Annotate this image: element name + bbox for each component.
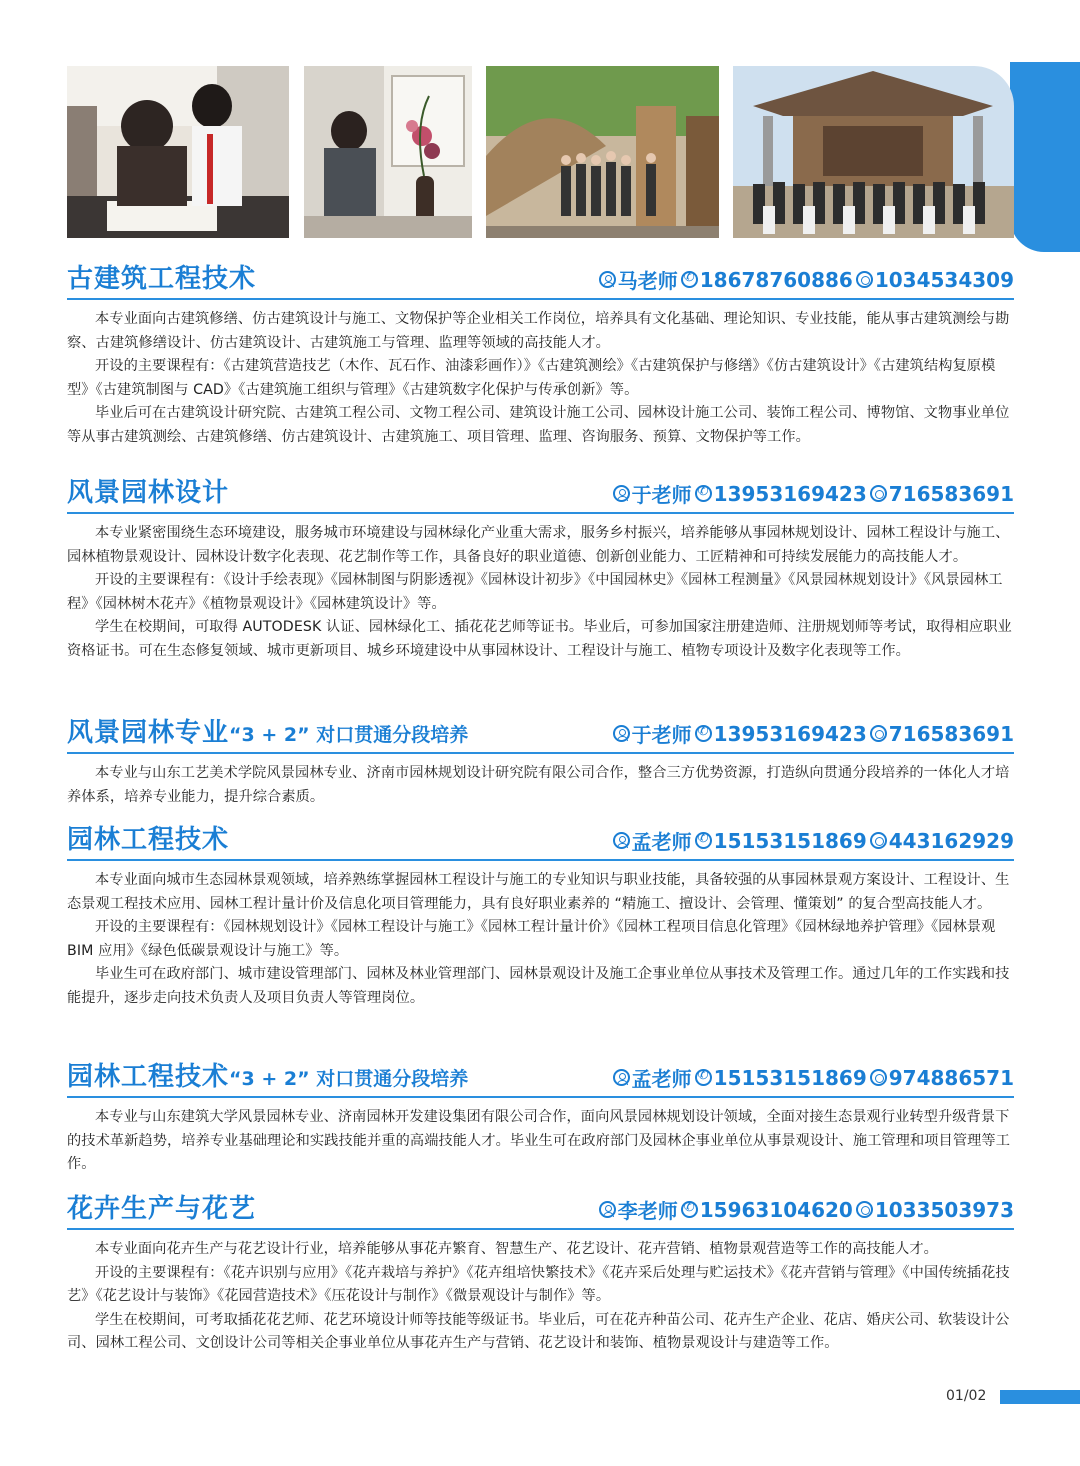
phone-icon xyxy=(695,485,712,502)
contact-info xyxy=(610,719,1014,748)
section-header xyxy=(67,256,1014,300)
ancient-building-group-photo xyxy=(733,66,1014,238)
section-title-suffix: “3 + 2” 对口贯通分段培养 xyxy=(229,1068,469,1090)
qq-number: 716583691 xyxy=(888,481,1014,506)
paragraph: 开设的主要课程有：《设计手绘表现》《园林制图与阴影透视》《园林设计初步》《中国园林史》《园林工程测量》《风景园林规划设计》《风景园林工程》《园林树木花卉》《植物景观设计》《园林建筑设计》等。 xyxy=(67,572,1003,612)
section-title: 花卉生产与花艺 xyxy=(67,1194,257,1224)
contact-info xyxy=(610,479,1014,508)
section-floriculture xyxy=(67,1186,1014,1356)
qq-number: 1034534309 xyxy=(874,267,1014,292)
phone-icon xyxy=(681,1201,698,1218)
qq-number: 716583691 xyxy=(888,721,1014,746)
paragraph: 开设的主要课程有：《花卉识别与应用》《花卉栽培与养护》《花卉组培快繁技术》《花卉采后处理与贮运技术》《花卉营销与管理》《中国传统插花技艺》《花艺设计与装饰》《花园营造技术》《压花设计与制作》《微景观设计与制作》等。 xyxy=(67,1264,1010,1304)
contact-info xyxy=(610,1063,1014,1092)
teacher-name: 李老师 xyxy=(617,1199,678,1223)
paragraph: 开设的主要课程有：《园林规划设计》《园林工程设计与施工》《园林工程计量计价》《园林工程项目信息化管理》《园林绿地养护管理》《园林景观 BIM 应用》《绿色低碳景观设计与施工》等。 xyxy=(67,919,996,959)
section-title: 古建筑工程技术 xyxy=(67,264,257,294)
phone-icon xyxy=(681,271,698,288)
phone-number: 18678760886 xyxy=(699,267,853,292)
contact-info xyxy=(596,1195,1014,1224)
section-title-suffix: “3 + 2” 对口贯通分段培养 xyxy=(229,724,469,746)
person-icon xyxy=(613,832,630,849)
person-icon xyxy=(613,725,630,742)
paragraph: 毕业生可在政府部门、城市建设管理部门、园林及林业管理部门、园林景观设计及施工企事业单位从事技术及管理工作。通过几年的工作实践和技能提升，逐步走向技术负责人及项目负责人等管理岗位。 xyxy=(67,966,1010,1006)
paragraph: 本专业面向城市生态园林景观领域，培养熟练掌握园林工程设计与施工的专业知识与职业技能，具备较强的从事园林景观方案设计、工程设计、生态景观工程技术应用、园林工程计量计价及信息化项目管理能力，具有良好职业素养的 “精施工、擅设计、会管理、懂策划” 的复合型高技能人才。 xyxy=(67,872,1010,912)
flower-arrangement-photo xyxy=(304,66,472,238)
qq-icon xyxy=(870,1069,887,1086)
qq-icon xyxy=(856,271,873,288)
qq-number: 443162929 xyxy=(888,828,1014,853)
teacher-name: 于老师 xyxy=(631,483,692,507)
phone-number: 15153151869 xyxy=(713,828,867,853)
person-icon xyxy=(599,271,616,288)
paragraph: 学生在校期间，可考取插花花艺师、花艺环境设计师等技能等级证书。毕业后，可在花卉种苗公司、花卉生产企业、花店、婚庆公司、软装设计公司、园林工程公司、文创设计公司等相关企事业单位从事花卉生产与营销、花艺设计和装饰、植物景观设计与建造等工作。 xyxy=(67,1311,1010,1351)
paragraph: 本专业面向花卉生产与花艺设计行业，培养能够从事花卉繁育、智慧生产、花艺设计、花卉营销、植物景观营造等工作的高技能人才。 xyxy=(95,1241,938,1257)
section-header xyxy=(67,710,1014,754)
phone-number: 13953169423 xyxy=(713,481,867,506)
section-title: 风景园林专业“3 + 2” 对口贯通分段培养 xyxy=(67,718,469,748)
section-header xyxy=(67,1186,1014,1230)
qq-icon xyxy=(870,725,887,742)
phone-icon xyxy=(695,832,712,849)
blue-side-accent xyxy=(1010,62,1080,252)
section-title: 园林工程技术 xyxy=(67,825,230,855)
section-landscape-design xyxy=(67,470,1014,663)
section-garden-engineering-3plus2 xyxy=(67,1054,1014,1177)
teacher-name: 孟老师 xyxy=(631,830,692,854)
calligraphy-workshop-photo xyxy=(67,66,289,238)
qq-icon xyxy=(870,485,887,502)
section-garden-engineering xyxy=(67,817,1014,1010)
person-icon xyxy=(599,1201,616,1218)
person-icon xyxy=(613,1069,630,1086)
section-landscape-3plus2 xyxy=(67,710,1014,809)
phone-icon xyxy=(695,725,712,742)
qq-icon xyxy=(870,832,887,849)
section-title: 园林工程技术“3 + 2” 对口贯通分段培养 xyxy=(67,1062,469,1092)
paragraph: 本专业紧密围绕生态环境建设，服务城市环境建设与园林绿化产业重大需求，服务乡村振兴，培养能够从事园林规划设计、园林工程设计与施工、园林植物景观设计、园林设计数字化表现、花艺制作等工作，具备良好的职业道德、创新创业能力、工匠精神和可持续发展能力的高技能人才。 xyxy=(67,525,1010,565)
teacher-name: 马老师 xyxy=(617,269,678,293)
section-header xyxy=(67,1054,1014,1098)
contact-info xyxy=(596,265,1014,294)
section-ancient-architecture xyxy=(67,256,1014,449)
paragraph: 本专业面向古建筑修缮、仿古建筑设计与施工、文物保护等企业相关工作岗位，培养具有文化基础、理论知识、专业技能，能从事古建筑测绘与勘察、古建筑修缮设计、仿古建筑设计、古建筑施工与管理、监理等领域的高技能人才。 xyxy=(67,311,1010,351)
paragraph: 开设的主要课程有：《古建筑营造技艺（木作、瓦石作、油漆彩画作）》《古建筑测绘》《古建筑保护与修缮》《仿古建筑设计》《古建筑结构复原模型》《古建筑制图与 CAD》《古建筑施工组织与管理》《古建筑数字化保护与传承创新》等。 xyxy=(67,358,996,398)
paragraph: 本专业与山东工艺美术学院风景园林专业、济南市园林规划设计研究院有限公司合作，整合三方优势资源，打造纵向贯通分段培养的一体化人才培养体系，培养专业能力，提升综合素质。 xyxy=(67,765,1010,805)
section-header xyxy=(67,470,1014,514)
qq-icon xyxy=(856,1201,873,1218)
section-title: 风景园林设计 xyxy=(67,478,230,508)
contact-info xyxy=(610,826,1014,855)
garden-group-photo xyxy=(486,66,719,238)
qq-number: 974886571 xyxy=(888,1065,1014,1090)
person-icon xyxy=(613,485,630,502)
section-header xyxy=(67,817,1014,861)
page-number-bar xyxy=(1000,1390,1080,1404)
phone-number: 13953169423 xyxy=(713,721,867,746)
teacher-name: 于老师 xyxy=(631,723,692,747)
phone-icon xyxy=(695,1069,712,1086)
phone-number: 15153151869 xyxy=(713,1065,867,1090)
paragraph: 毕业后可在古建筑设计研究院、古建筑工程公司、文物工程公司、建筑设计施工公司、园林设计施工公司、装饰工程公司、博物馆、文物事业单位等从事古建筑测绘、古建筑修缮、仿古建筑设计、古建筑施工、项目管理、监理、咨询服务、预算、文物保护等工作。 xyxy=(67,405,1010,445)
paragraph: 学生在校期间，可取得 AUTODESK 认证、园林绿化工、插花花艺师等证书。毕业后，可参加国家注册建造师、注册规划师等考试，取得相应职业资格证书。可在生态修复领域、城市更新项目、城乡环境建设中从事园林设计、工程设计与施工、植物专项设计及数字化表现等工作。 xyxy=(67,619,1012,659)
qq-number: 1033503973 xyxy=(874,1197,1014,1222)
top-white-band xyxy=(0,0,1080,62)
phone-number: 15963104620 xyxy=(699,1197,853,1222)
paragraph: 本专业与山东建筑大学风景园林专业、济南园林开发建设集团有限公司合作，面向风景园林规划设计领域，全面对接生态景观行业转型升级背景下的技术革新趋势，培养专业基础理论和实践技能并重的高端技能人才。毕业生可在政府部门及园林企事业单位从事景观设计、施工管理和项目管理等工作。 xyxy=(67,1109,1010,1172)
teacher-name: 孟老师 xyxy=(631,1067,692,1091)
page-number: 01/02 xyxy=(946,1388,987,1404)
